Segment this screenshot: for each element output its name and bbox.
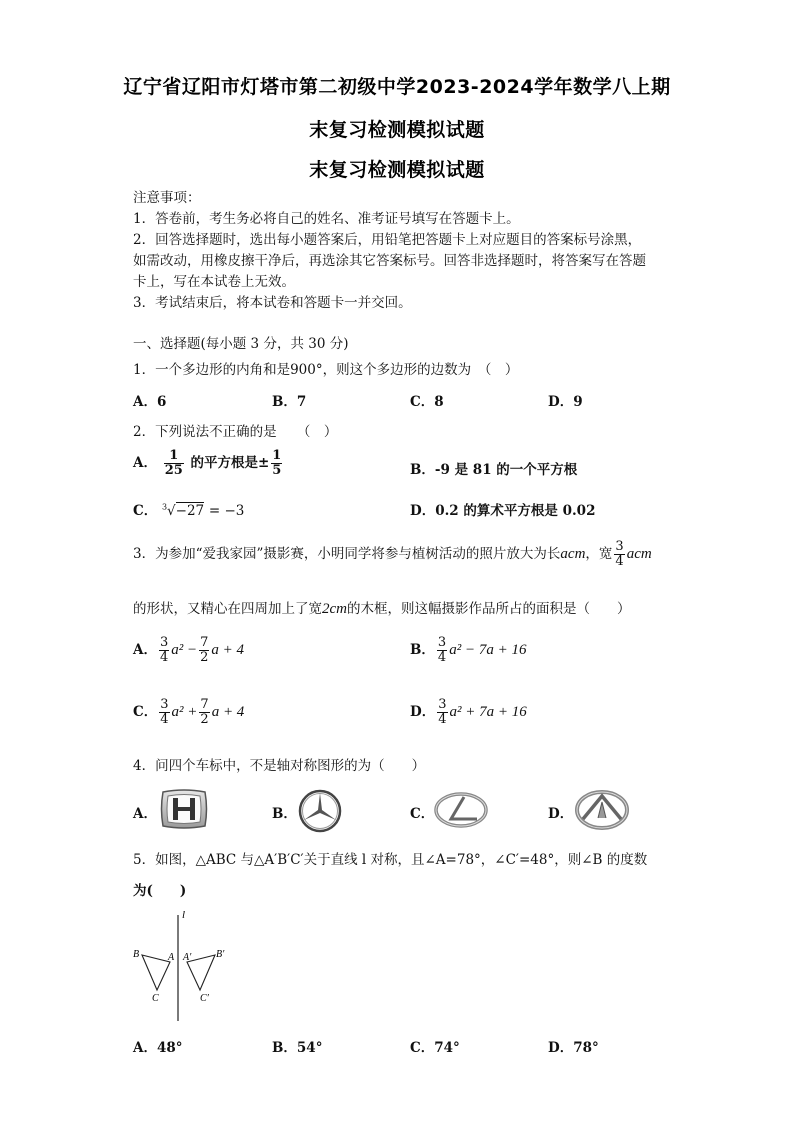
question-4-stem: 4．问四个车标中，不是轴对称图形的为（ ） [133,758,426,774]
q3-a-end: a + 4 [211,642,245,658]
q3-option-d [410,698,527,727]
lexus-logo-icon [433,791,489,829]
q2-c-rest: = −3 [208,503,245,519]
q1-option-c: C．8 [410,394,444,410]
q4-option-d-label: D． [548,806,574,822]
q3-width: acm [626,546,652,562]
q3-frame-width: 2cm [322,601,347,617]
notice-item: 3．考试结束后，将本试卷和答题卡一并交回。 [133,295,412,311]
radical-index: 3 [161,502,168,512]
q3-option-c [133,698,244,727]
radical-sign: √ [167,503,176,519]
q2-option-c [133,499,244,519]
infiniti-logo-icon [574,788,630,832]
question-5-stem-line-2: 为( ) [133,883,187,899]
section-heading: 一、选择题(每小题 3 分，共 30 分) [133,336,349,352]
q3-line2-post: 的木框，则这幅摄影作品所占的面积是（ ） [347,601,631,617]
honda-logo-icon [159,788,209,830]
symmetry-figure [128,905,238,1023]
q4-option-c-label: C． [410,806,435,822]
q2-c-label: C． [133,503,158,519]
q3-c-end: a + 4 [211,704,245,720]
question-3-stem-line-2 [133,597,631,618]
denominator: 4 [615,554,624,569]
q3-line2-pre: 的形状，又精心在四周加上了宽 [133,601,322,617]
title-line-3: 末复习检测模拟试题 [309,159,485,181]
numerator: 3 [615,539,624,554]
question-3-stem [133,540,652,569]
denominator: 2 [200,650,209,665]
label-a-prime: A′ [183,952,192,963]
numerator: 1 [272,448,282,463]
triangle-abc [142,955,170,990]
label-b-prime: B′ [216,949,225,960]
notice-item: 卡上，写在本试卷上无效。 [133,274,295,290]
denominator: 4 [159,650,169,665]
fraction [614,540,624,569]
numerator: 3 [437,635,447,650]
q5-option-d: D．78° [548,1040,599,1056]
q3-length: acm [560,546,586,562]
title-line-1: 辽宁省辽阳市灯塔市第二初级中学2023-2024学年数学八上期 [123,76,671,98]
denominator: 4 [160,712,169,727]
notice-item: 1．答卷前，考生务必将自己的姓名、准考证号填写在答题卡上。 [133,211,520,227]
q4-option-a-label: A． [133,806,157,822]
q3-b-end: a² − 7a + 16 [449,642,527,658]
question-5-stem: 5．如图，△ABC 与△A′B′C′关于直线 l 对称，且∠A=78°，∠C′=48°，则∠B 的度数 [133,852,648,868]
q2-option-d: D．0.2 的算术平方根是 0.02 [410,503,596,519]
denominator: 4 [437,650,447,665]
label-b: B [133,949,140,960]
fraction [164,449,184,478]
mercedes-logo-icon [297,788,343,834]
numerator: 1 [164,449,184,464]
q3-a-label: A． [133,642,157,658]
q2-a-label: A． [133,455,157,471]
q3-d-end: a² + 7a + 16 [449,704,527,720]
q3-b-label: B． [410,642,435,658]
q2-a-text: 的平方根是± [190,455,270,471]
numerator: 3 [159,635,169,650]
question-1-stem: 1．一个多边形的内角和是900°，则这个多边形的边数为 （ ） [133,362,519,378]
q5-option-c: C．74° [410,1040,460,1056]
title-line-2: 末复习检测模拟试题 [309,119,485,141]
numerator: 7 [200,697,209,712]
q2-option-a [133,449,284,478]
q3-option-b [410,636,526,665]
q3-c-mid: a² + [171,704,198,720]
fraction [437,698,447,727]
q4-option-b-label: B． [272,806,297,822]
q3-option-a [133,636,244,665]
fraction [199,698,209,727]
q3-stem-text: 3．为参加“爱我家园”摄影赛，小明同学将参与植树活动的照片放大为长 [133,546,561,562]
fraction [437,636,447,665]
label-c: C [152,993,159,1004]
q1-option-a: A．6 [133,394,167,410]
label-a: A [168,952,175,963]
q3-a-mid: a² − [171,642,198,658]
notice-item: 如需改动，用橡皮擦干净后，再选涂其它答案标号。回答非选择题时，将答案写在答题 [133,253,646,269]
denominator: 4 [438,712,447,727]
q2-option-b: B．-9 是 81 的一个平方根 [410,462,578,478]
denominator: 25 [164,463,183,478]
q3-width-word: ，宽 [585,546,613,562]
q1-option-b: B．7 [272,394,307,410]
numerator: 7 [200,635,209,650]
label-c-prime: C′ [200,993,209,1004]
q3-d-label: D． [410,704,436,720]
fraction [159,698,169,727]
q3-c-label: C． [133,704,158,720]
denominator: 5 [272,463,282,478]
q5-option-b: B．54° [272,1040,323,1056]
label-l: l [182,909,186,921]
denominator: 2 [200,712,209,727]
radicand: −27 [175,503,205,519]
q5-option-a: A．48° [133,1040,183,1056]
notice-item: 2．回答选择题时，选出每小题答案后，用铅笔把答题卡上对应题目的答案标号涂黑， [133,232,642,248]
q1-option-d: D．9 [548,394,583,410]
notice-heading: 注意事项： [133,190,201,206]
numerator: 3 [438,697,447,712]
question-2-stem: 2．下列说法不正确的是 （ ） [133,424,338,440]
fraction [159,636,169,665]
numerator: 3 [160,697,169,712]
fraction [199,636,209,665]
fraction [271,449,282,478]
